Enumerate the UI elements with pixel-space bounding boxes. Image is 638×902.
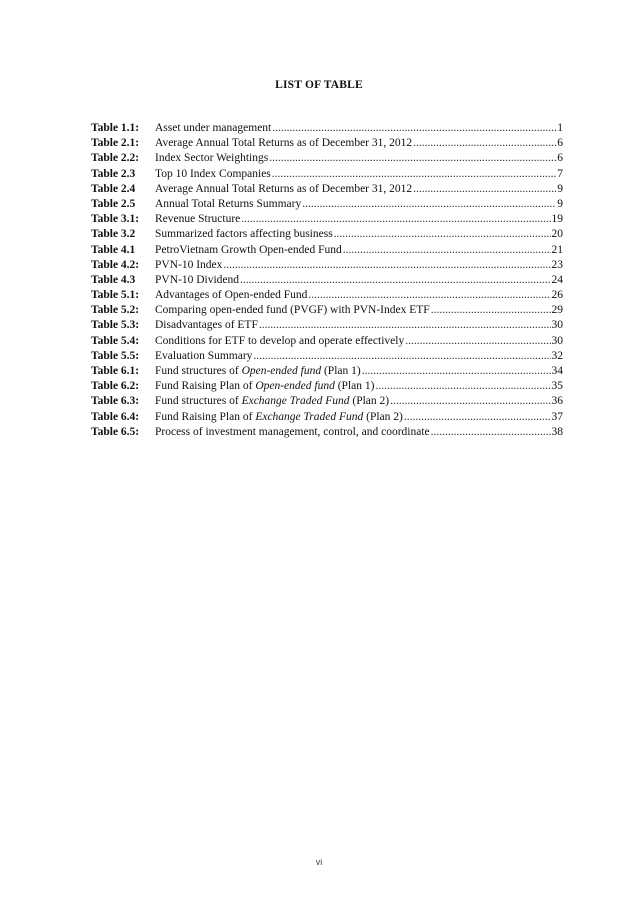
toc-entry-title-suffix: (Plan 2) bbox=[363, 410, 403, 423]
toc-entry-page: 30 bbox=[551, 319, 563, 332]
toc-dot-leader bbox=[413, 182, 556, 197]
toc-entry-title-suffix: (Plan 1) bbox=[321, 365, 361, 377]
toc-entry-title bbox=[155, 182, 412, 197]
toc-entry[interactable] bbox=[91, 394, 563, 409]
toc-entry[interactable] bbox=[91, 167, 563, 182]
toc-entry[interactable] bbox=[91, 258, 563, 273]
toc-dot-leader bbox=[431, 425, 551, 440]
toc-dot-leader bbox=[259, 318, 551, 333]
toc-entry-title-text: Revenue Structure bbox=[155, 213, 241, 226]
toc-entry[interactable] bbox=[91, 197, 563, 212]
table-of-contents bbox=[91, 121, 563, 440]
toc-entry[interactable] bbox=[91, 288, 563, 303]
toc-entry-page: 6 bbox=[557, 137, 563, 150]
toc-entry[interactable] bbox=[91, 227, 563, 242]
toc-entry-title bbox=[155, 273, 239, 288]
toc-entry-title bbox=[155, 334, 404, 349]
toc-entry-label: Table 2.1: bbox=[91, 137, 140, 150]
toc-entry[interactable] bbox=[91, 410, 563, 425]
toc-entry-title-text: Conditions for ETF to develop and operate effectively bbox=[155, 334, 405, 347]
toc-entry-label: Table 6.1: bbox=[91, 365, 140, 377]
toc-dot-leader bbox=[308, 288, 550, 303]
toc-entry-page: 20 bbox=[551, 228, 563, 241]
toc-entry-page: 23 bbox=[551, 258, 563, 271]
toc-entry-title-text: Fund Raising Plan of bbox=[155, 380, 256, 393]
toc-entry-page: 19 bbox=[551, 213, 563, 226]
toc-entry-title bbox=[155, 121, 271, 136]
page-number: vi bbox=[315, 857, 323, 867]
page-title: LIST OF TABLE bbox=[275, 79, 363, 91]
toc-entry-label: Table 5.5: bbox=[91, 349, 140, 362]
toc-entry-label: Table 4.3 bbox=[91, 273, 136, 286]
toc-dot-leader bbox=[405, 334, 550, 349]
toc-entry-page: 34 bbox=[551, 365, 563, 377]
toc-dot-leader bbox=[302, 197, 556, 212]
toc-entry-label: Table 6.4: bbox=[91, 410, 140, 423]
toc-dot-leader bbox=[390, 394, 550, 409]
toc-entry-title bbox=[155, 243, 342, 258]
toc-entry[interactable] bbox=[91, 212, 563, 227]
toc-dot-leader bbox=[334, 227, 551, 242]
toc-dot-leader bbox=[240, 273, 550, 288]
toc-entry-title bbox=[155, 151, 268, 166]
toc-dot-leader bbox=[241, 212, 550, 227]
toc-dot-leader bbox=[375, 379, 550, 394]
toc-entry-label: Table 2.2: bbox=[91, 152, 140, 165]
toc-entry-label: Table 3.2 bbox=[91, 228, 136, 241]
toc-dot-leader bbox=[269, 151, 556, 166]
toc-entry-title-suffix: (Plan 1) bbox=[334, 380, 375, 393]
toc-dot-leader bbox=[404, 410, 551, 425]
toc-entry-title bbox=[155, 258, 222, 273]
toc-dot-leader bbox=[272, 167, 556, 182]
toc-entry-title bbox=[155, 303, 430, 318]
toc-dot-leader bbox=[413, 136, 556, 151]
toc-entry[interactable] bbox=[91, 379, 563, 394]
toc-entry-title-text: Average Annual Total Returns as of December 31, 2012 bbox=[155, 137, 413, 150]
toc-entry-page: 26 bbox=[551, 289, 563, 302]
toc-entry-page: 9 bbox=[557, 197, 563, 210]
toc-entry-title-suffix: (Plan 2) bbox=[349, 395, 390, 408]
toc-entry-title-text: Evaluation Summary bbox=[155, 349, 253, 362]
toc-entry-label: Table 2.4 bbox=[91, 182, 136, 195]
toc-entry-title-text: PVN-10 Index bbox=[155, 258, 223, 271]
toc-entry[interactable] bbox=[91, 349, 563, 364]
toc-entry-title-text: Fund structures of bbox=[155, 395, 242, 408]
toc-entry-title bbox=[155, 212, 240, 227]
toc-entry-label: Table 6.3: bbox=[91, 395, 140, 408]
toc-entry-label: Table 4.2: bbox=[91, 258, 140, 271]
toc-entry-page: 35 bbox=[551, 380, 563, 393]
toc-entry-title-italic: Exchange Traded Fund bbox=[241, 395, 350, 408]
toc-entry-label: Table 5.1: bbox=[91, 289, 140, 302]
toc-entry-page: 1 bbox=[557, 122, 563, 134]
toc-entry-title bbox=[155, 136, 412, 151]
toc-entry-title bbox=[155, 197, 301, 212]
toc-entry[interactable] bbox=[91, 121, 563, 136]
toc-entry[interactable] bbox=[91, 303, 563, 318]
toc-entry-page: 7 bbox=[557, 167, 563, 180]
toc-entry-title bbox=[155, 288, 307, 303]
toc-entry[interactable] bbox=[91, 425, 563, 440]
toc-entry-title-text: Disadvantages of ETF bbox=[155, 319, 258, 332]
toc-entry-label: Table 5.3: bbox=[91, 319, 140, 332]
toc-entry-page: 37 bbox=[551, 410, 563, 423]
toc-entry-title bbox=[155, 364, 361, 379]
toc-entry-title-text: Summarized factors affecting business bbox=[155, 228, 333, 241]
toc-entry-title-text: PVN-10 Dividend bbox=[155, 273, 240, 286]
toc-entry-page: 21 bbox=[551, 243, 563, 256]
toc-entry-title bbox=[155, 394, 389, 409]
toc-entry[interactable] bbox=[91, 243, 563, 258]
toc-entry-title-text: Average Annual Total Returns as of December 31, 2012 bbox=[155, 182, 413, 195]
toc-entry-label: Table 3.1: bbox=[91, 213, 140, 226]
toc-entry-title bbox=[155, 410, 403, 425]
toc-entry-page: 29 bbox=[551, 304, 563, 317]
toc-entry-title bbox=[155, 349, 252, 364]
toc-entry-title-text: Asset under management bbox=[155, 122, 272, 134]
toc-entry-title-text: Process of investment management, control, and coordinate bbox=[155, 425, 430, 438]
toc-entry-label: Table 4.1 bbox=[91, 243, 136, 256]
toc-entry-page: 30 bbox=[551, 334, 563, 347]
toc-entry-title-italic: Open-ended fund bbox=[255, 380, 335, 393]
toc-entry-title-text: Advantages of Open-ended Fund bbox=[155, 289, 308, 302]
toc-entry-page: 6 bbox=[557, 152, 563, 165]
toc-entry-title-text: Annual Total Returns Summary bbox=[155, 197, 302, 210]
toc-entry-title-text: Comparing open-ended fund (PVGF) with PVN-Index ETF bbox=[155, 304, 430, 317]
toc-entry[interactable] bbox=[91, 273, 563, 288]
toc-dot-leader bbox=[362, 364, 551, 379]
toc-entry-page: 38 bbox=[551, 425, 563, 438]
toc-entry-page: 32 bbox=[551, 349, 563, 362]
toc-entry-title-italic: Open-ended fund bbox=[241, 365, 322, 377]
toc-entry[interactable] bbox=[91, 151, 563, 166]
toc-entry-title bbox=[155, 379, 374, 394]
toc-entry-title-text: Top 10 Index Companies bbox=[155, 167, 271, 180]
toc-dot-leader bbox=[431, 303, 551, 318]
toc-entry-title bbox=[155, 318, 258, 333]
toc-entry-title bbox=[155, 425, 430, 440]
toc-entry[interactable] bbox=[91, 182, 563, 197]
toc-entry[interactable] bbox=[91, 364, 563, 379]
toc-entry[interactable] bbox=[91, 136, 563, 151]
toc-dot-leader bbox=[272, 121, 556, 136]
toc-entry-title bbox=[155, 167, 271, 182]
toc-entry-label: Table 2.3 bbox=[91, 167, 136, 180]
toc-entry[interactable] bbox=[91, 334, 563, 349]
toc-entry-page: 36 bbox=[551, 395, 563, 408]
toc-entry-title-italic: Exchange Traded Fund bbox=[255, 410, 364, 423]
toc-entry[interactable] bbox=[91, 318, 563, 333]
toc-entry-label: Table 5.2: bbox=[91, 304, 140, 317]
toc-entry-label: Table 1.1: bbox=[91, 122, 140, 134]
toc-dot-leader bbox=[253, 349, 550, 364]
toc-entry-title bbox=[155, 227, 333, 242]
toc-entry-label: Table 5.4: bbox=[91, 334, 140, 347]
toc-dot-leader bbox=[343, 243, 551, 258]
toc-entry-page: 9 bbox=[557, 182, 563, 195]
toc-entry-title-text: PetroVietnam Growth Open-ended Fund bbox=[155, 243, 342, 256]
toc-entry-title-text: Index Sector Weightings bbox=[155, 152, 269, 165]
toc-dot-leader bbox=[223, 258, 550, 273]
toc-entry-label: Table 6.5: bbox=[91, 425, 140, 438]
toc-entry-label: Table 2.5 bbox=[91, 197, 136, 210]
toc-entry-page: 24 bbox=[551, 273, 563, 286]
toc-entry-title-text: Fund structures of bbox=[155, 365, 242, 377]
toc-entry-label: Table 6.2: bbox=[91, 380, 140, 393]
toc-entry-title-text: Fund Raising Plan of bbox=[155, 410, 256, 423]
